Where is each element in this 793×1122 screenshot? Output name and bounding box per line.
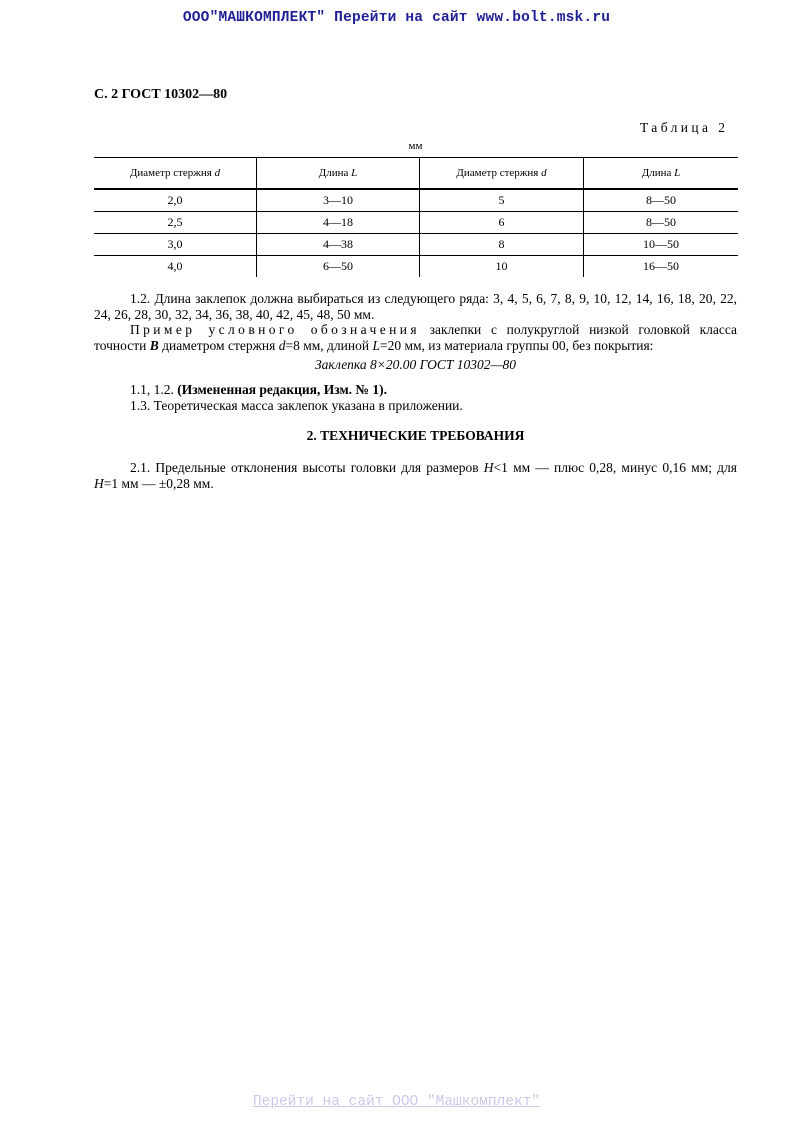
table-cell: 3—10	[257, 189, 420, 212]
col-header-diameter: Диаметр стержня d	[94, 158, 257, 190]
table-header-row	[94, 158, 738, 190]
table-cell: 6—50	[257, 256, 420, 278]
paragraph-length-series: 1.2. Длина заклепок должна выбираться из следующего ряда: 3, 4, 5, 6, 7, 8, 9, 10, 12, 14, 16, 18, 20, 22, 24, 26, 28, 30, 32, 34, 36, 38, 40, 42, 45, 48, 50 мм.	[94, 291, 737, 322]
table-title: Таблица 2	[640, 120, 729, 135]
table-row	[94, 256, 738, 278]
table-cell: 3,0	[94, 234, 257, 256]
table-row	[94, 189, 738, 212]
table-row	[94, 212, 738, 234]
table-cell: 10—50	[584, 234, 739, 256]
page-header: С. 2 ГОСТ 10302—80	[94, 87, 228, 102]
table-cell: 8—50	[584, 212, 739, 234]
table-cell: 5	[420, 189, 584, 212]
table-cell: 10	[420, 256, 584, 278]
designation-example: Заклепка 8×20.00 ГОСТ 10302—80	[314, 357, 517, 372]
table-row	[94, 234, 738, 256]
col-header-length: Длина L	[257, 158, 420, 190]
table-cell: 4—38	[257, 234, 420, 256]
table-cell: 16—50	[643, 259, 679, 273]
section-heading: 2. ТЕХНИЧЕСКИЕ ТРЕБОВАНИЯ	[306, 428, 525, 443]
footer-site-link[interactable]: Перейти на сайт ООО "Машкомплект"	[252, 1094, 541, 1110]
paragraph-amendment-note: 1.1, 1.2. (Измененная редакция, Изм. № 1).	[130, 382, 387, 397]
table-cell: 4,0	[94, 256, 257, 278]
paragraph-head-tolerance: 2.1. Предельные отклонения высоты головки для размеров H<1 мм — плюс 0,28, минус 0,16 мм; для H=1 мм — ±0,28 мм.	[94, 460, 737, 491]
table-cell: 6	[420, 212, 584, 234]
col-header-diameter: Диаметр стержня d	[420, 158, 584, 190]
table-cell: 2,5	[94, 212, 257, 234]
spec-table	[94, 157, 738, 277]
table-cell: 8—50	[584, 189, 739, 212]
col-header-length: Длина L	[584, 158, 739, 190]
paragraph-mass-note: 1.3. Теоретическая масса заклепок указана в приложении.	[130, 398, 463, 413]
table-cell: 8	[420, 234, 584, 256]
table-unit: мм	[408, 140, 423, 152]
site-banner-link[interactable]: ООО"МАШКОМПЛЕКТ" Перейти на сайт www.bolt.msk.ru	[182, 10, 611, 26]
paragraph-designation-example: Пример условного обозначения заклепки с полукруглой низкой головкой класса точности B диаметром стержня d=8 мм, длиной L=20 мм, из материала группы 00, без покрытия:	[94, 322, 737, 353]
table-cell: 2,0	[94, 189, 257, 212]
table-cell: 4—18	[257, 212, 420, 234]
